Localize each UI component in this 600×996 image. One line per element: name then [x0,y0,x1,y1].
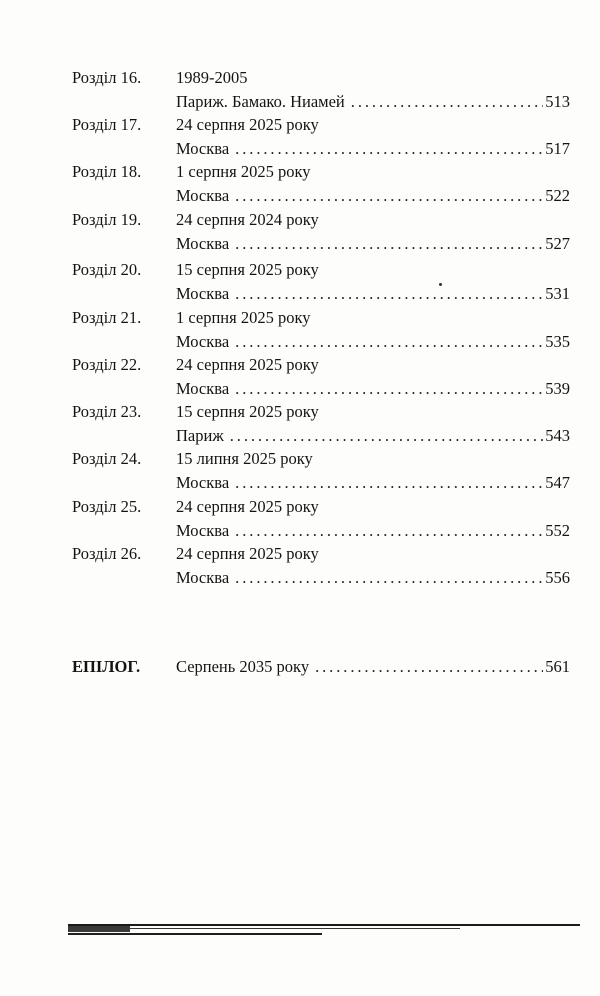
chapter-date: 15 липня 2025 року [176,449,313,468]
toc-entry [0,114,600,162]
page-number: 561 [545,657,570,676]
chapter-label: Розділ 21. [72,308,142,327]
chapter-date: 24 серпня 2025 року [176,115,319,134]
toc-entry [0,354,600,402]
dot-leader [235,185,543,207]
chapter-entry-line [176,138,570,160]
chapter-label: Розділ 18. [72,162,142,181]
page-number: 531 [545,284,570,303]
toc-entry [0,543,600,591]
dot-leader [230,425,544,447]
chapter-label: Розділ 17. [72,115,142,134]
chapter-date: 15 серпня 2025 року [176,260,319,279]
chapter-place: Москва [176,284,230,303]
chapter-label: Розділ 23. [72,402,142,421]
chapter-date: 24 серпня 2025 року [176,544,319,563]
chapter-entry-line [176,91,570,113]
footer-rule-line [68,924,580,926]
toc-epilogue [0,656,600,680]
toc-entry [0,307,600,355]
page-number: 513 [545,92,570,111]
chapter-label: Розділ 16. [72,68,142,87]
toc-entry [0,67,600,115]
toc-entry [0,209,600,257]
epilogue-title: Серпень 2035 року [176,657,310,676]
chapter-date: 1 серпня 2025 року [176,308,311,327]
chapter-entry-line [176,567,570,589]
chapter-place: Париж. Бамако. Ниамей [176,92,345,111]
chapter-entry-line [176,378,570,400]
print-speck [439,283,442,286]
chapter-place: Париж [176,426,224,445]
dot-leader [235,567,543,589]
page-number: 547 [545,473,570,492]
chapter-label: Розділ 25. [72,497,142,516]
page-number: 552 [545,521,570,540]
chapter-date: 24 серпня 2025 року [176,355,319,374]
dot-leader [235,331,543,353]
chapter-place: Москва [176,379,230,398]
chapter-date: 1 серпня 2025 року [176,162,311,181]
dot-leader [235,378,543,400]
chapter-place: Москва [176,332,230,351]
dot-leader [235,138,543,160]
chapter-label: Розділ 22. [72,355,142,374]
page-number: 543 [545,426,570,445]
page-number: 556 [545,568,570,587]
chapter-entry-line [176,472,570,494]
toc-entry [0,259,600,307]
footer-rule-line [130,928,460,929]
dot-leader [235,520,543,542]
page-number: 522 [545,186,570,205]
decorative-footer-rule [68,918,580,938]
chapter-place: Москва [176,568,230,587]
dot-leader [351,91,543,113]
toc-entry [0,496,600,544]
page-number: 527 [545,234,570,253]
chapter-entry-line [176,520,570,542]
toc-entry [0,448,600,496]
toc-entry [0,161,600,209]
page-number: 517 [545,139,570,158]
chapter-entry-line [176,185,570,207]
chapter-date: 24 серпня 2025 року [176,497,319,516]
chapter-place: Москва [176,139,230,158]
chapter-place: Москва [176,234,230,253]
dot-leader [235,472,543,494]
epilogue-entry-line [176,656,570,678]
chapter-entry-line [176,283,570,305]
chapter-entry-line [176,425,570,447]
chapter-date: 1989-2005 [176,68,248,87]
chapter-date: 15 серпня 2025 року [176,402,319,421]
footer-rule-bar [68,926,130,932]
epilogue-label: ЕПІЛОГ. [72,657,141,676]
footer-rule-line [68,933,322,935]
chapter-entry-line [176,233,570,255]
dot-leader [315,656,543,678]
chapter-place: Москва [176,521,230,540]
dot-leader [235,283,543,305]
dot-leader [235,233,543,255]
chapter-date: 24 серпня 2024 року [176,210,319,229]
chapter-label: Розділ 26. [72,544,142,563]
chapter-place: Москва [176,186,230,205]
chapter-label: Розділ 19. [72,210,142,229]
page-number: 535 [545,332,570,351]
chapter-entry-line [176,331,570,353]
chapter-label: Розділ 20. [72,260,142,279]
chapter-label: Розділ 24. [72,449,142,468]
chapter-place: Москва [176,473,230,492]
page-number: 539 [545,379,570,398]
toc-entry [0,401,600,449]
